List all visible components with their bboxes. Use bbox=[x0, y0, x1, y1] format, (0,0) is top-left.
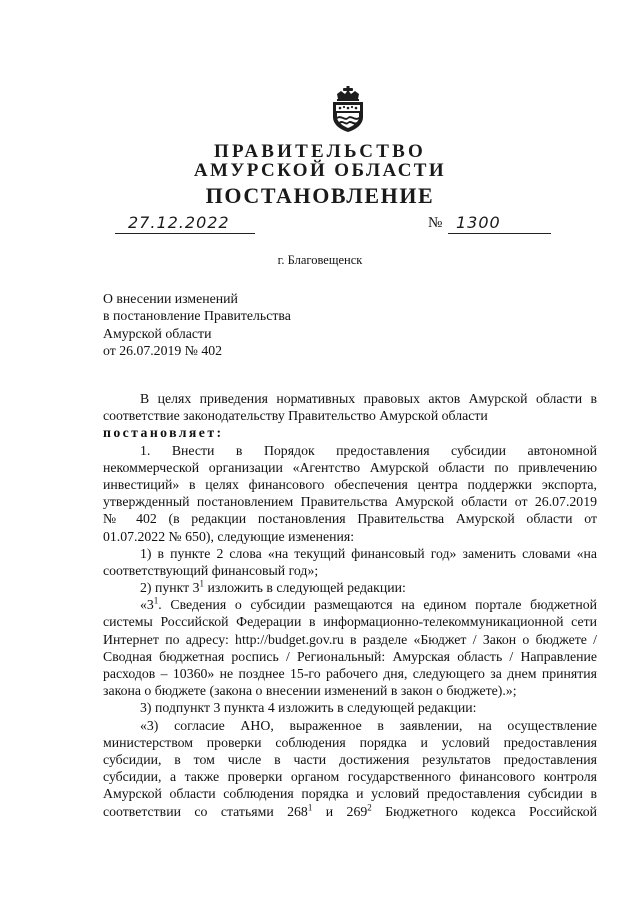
change2-text: 2) пункт 3 bbox=[140, 580, 200, 596]
number-field bbox=[448, 213, 551, 234]
item1-line: некоммерческой организации «Агентство Амурской области по привлечению bbox=[103, 459, 597, 475]
decree-subject bbox=[103, 290, 291, 359]
change2-text: изложить в следующей редакции: bbox=[204, 580, 406, 596]
quote1-line: системы Российской Федерации в информационно-телекоммуникационной сети bbox=[103, 614, 597, 630]
change1-line: 1) в пункте 2 слова «на текущий финансовый год» заменить словами «на bbox=[140, 545, 597, 561]
superscript: 1 bbox=[199, 578, 205, 589]
subject-line: Амурской области bbox=[103, 325, 212, 341]
quote1-line bbox=[103, 596, 597, 613]
quote2-text: Бюджетного кодекса Российской bbox=[371, 803, 598, 819]
quote1-line: Интернет по адресу: http://budget.gov.ru в разделе «Бюджет / Закон о бюджете / bbox=[103, 631, 597, 647]
quote1-text: . Сведения о субсидии размещаются на едином портале бюджетной bbox=[158, 597, 597, 613]
region-title: АМУРСКОЙ ОБЛАСТИ bbox=[193, 160, 447, 181]
handwritten-number: 1300 bbox=[456, 213, 501, 232]
quote2-line: субсидии, а также проверки органом государственного финансового контроля bbox=[103, 769, 597, 785]
quote2-line: субсидии, в том числе в части достижения результатов предоставления bbox=[103, 751, 597, 767]
resolves-word: постановляет: bbox=[103, 425, 224, 441]
subject-line: в постановление Правительства bbox=[103, 308, 291, 324]
item1-line: инвестиций» в целях финансового обеспечения центра поддержки экспорта, bbox=[103, 476, 597, 492]
preamble-line: соответствие законодательству Правительство Амурской области bbox=[103, 408, 488, 424]
quote2-line: Амурской области соблюдения порядка и условий предоставления субсидии в bbox=[103, 786, 597, 802]
coat-of-arms-emblem bbox=[327, 86, 369, 132]
handwritten-date: 27.12.2022 bbox=[128, 213, 230, 232]
city-name: г. Благовещенск bbox=[277, 253, 363, 267]
item1-line: 1. Внести в Порядок предоставления субсидии автономной bbox=[140, 442, 597, 458]
quote2-text: соответствии со статьями 268 bbox=[103, 803, 308, 819]
item1-line: утвержденный постановлением Правительства Амурской области от 26.07.2019 bbox=[103, 494, 597, 510]
superscript: 1 bbox=[153, 595, 159, 606]
quote1-text: «3 bbox=[140, 597, 154, 613]
change2-line bbox=[103, 579, 597, 596]
quote2-line: «3) согласие АНО, выраженное в заявлении, на осуществление bbox=[140, 717, 597, 733]
subject-line: О внесении изменений bbox=[103, 291, 238, 306]
item1-line: № 402 (в редакции постановления Правительства Амурской области от bbox=[103, 511, 597, 527]
preamble-line: В целях приведения нормативных правовых актов Амурской области в bbox=[140, 391, 597, 406]
quote2-text: и 269 bbox=[312, 803, 368, 819]
number-sign: № bbox=[428, 215, 443, 231]
change1-line: соответствующий финансовый год»; bbox=[103, 562, 319, 578]
change3-line: 3) подпункт 3 пункта 4 изложить в следующей редакции: bbox=[140, 700, 477, 716]
item1-line: 01.07.2022 № 650), следующие изменения: bbox=[103, 528, 355, 544]
superscript: 2 bbox=[367, 801, 372, 812]
quote1-line: расходов – 10360» не позднее 15-го рабочего дня, следующего за днем принятия bbox=[103, 666, 597, 681]
quote2-line bbox=[103, 803, 597, 820]
quote1-line: закона о бюджете (закона о внесении изменений в закон о бюджете).»; bbox=[103, 683, 517, 699]
government-title: ПРАВИТЕЛЬСТВО bbox=[214, 141, 426, 162]
subject-line: от 26.07.2019 № 402 bbox=[103, 342, 223, 358]
quote2-line: министерством проверки соблюдения порядка и условий предоставления bbox=[103, 734, 597, 750]
decree-body bbox=[103, 390, 597, 820]
quote1-line: Сводная бюджетная роспись / Региональный: Амурская область / Направление bbox=[103, 648, 597, 664]
date-field bbox=[115, 213, 255, 234]
superscript: 1 bbox=[307, 801, 313, 812]
document-type-title: ПОСТАНОВЛЕНИЕ bbox=[205, 183, 435, 208]
